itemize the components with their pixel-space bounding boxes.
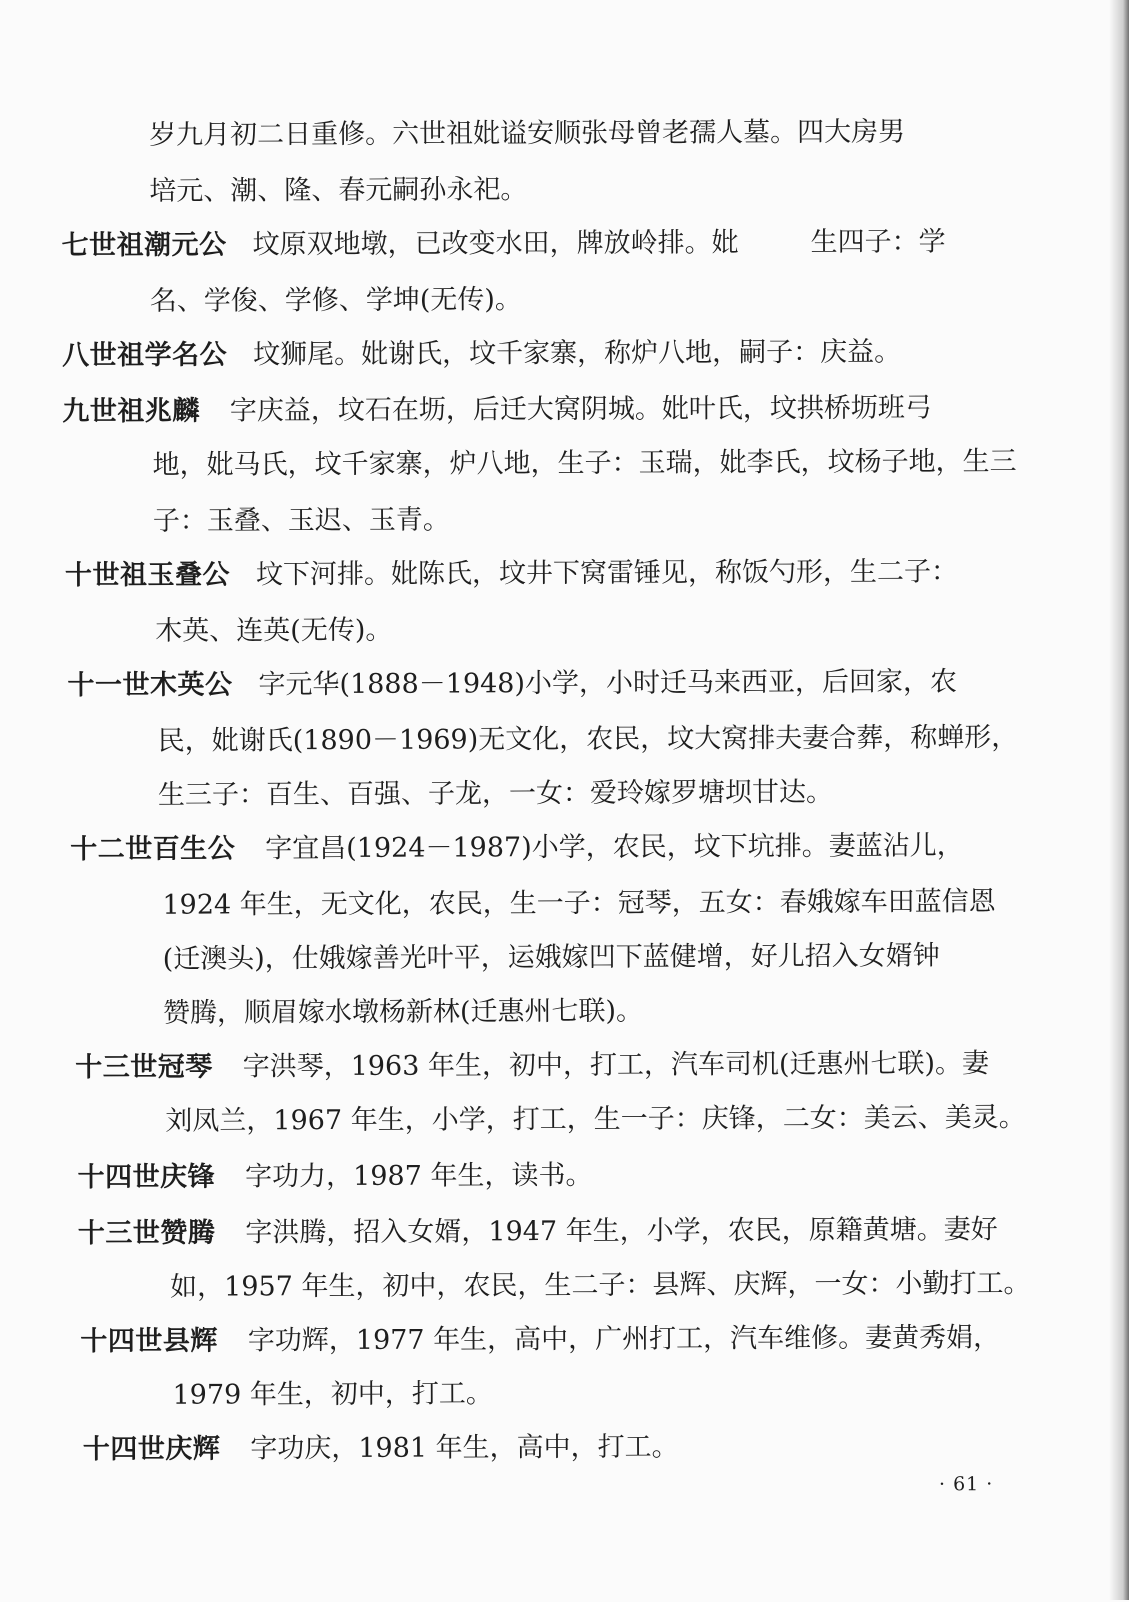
entry-text: 坟原双地墩，已改变水田，牌放岭排。妣 — [252, 227, 739, 261]
genealogy-entry — [75, 1046, 1129, 1087]
entry-text: 坟下河排。妣陈氏，坟井下窝雷锤见，称饭勺形，生二子： — [255, 556, 959, 591]
text-line: 1924 年生，无文化，农民，生一子：冠琴，五女：春娥嫁车田蓝信恩 — [162, 886, 996, 921]
genealogy-entry — [62, 334, 1127, 375]
text-line: 木英、连英(无传)。 — [155, 614, 393, 647]
entry-text: 坟狮尾。妣谢氏，坟千家寨，称炉八地，嗣子：庆益。 — [252, 336, 902, 371]
genealogy-entry — [65, 554, 1128, 595]
entry-title: 十二世百生公 — [70, 833, 236, 866]
entry-text: 字洪琴，1963 年生，初中，打工，汽车司机(迁惠州七联)。妻 — [242, 1048, 990, 1083]
genealogy-entry — [78, 1156, 1129, 1197]
genealogy-entry — [62, 390, 1127, 431]
entry-title: 十世祖玉叠公 — [64, 559, 231, 592]
text-line: 赞腾，顺眉嫁水墩杨新林(迁惠州七联)。 — [162, 995, 644, 1029]
text-line: 子：玉叠、玉迟、玉青。 — [152, 504, 450, 537]
genealogy-entry — [83, 1428, 1129, 1469]
genealogy-entry — [70, 828, 1129, 869]
entry-title: 七世祖潮元公 — [61, 229, 227, 262]
text-line: 岁九月初二日重修。六世祖妣谥安顺张母曾老孺人墓。四大房男 — [149, 116, 906, 151]
text-line: 名、学俊、学修、学坤(无传)。 — [149, 284, 522, 317]
entry-title: 八世祖学名公 — [61, 339, 228, 372]
entry-title: 十四世县辉 — [80, 1325, 218, 1358]
text-line: 刘凤兰，1967 年生，小学，打工，生一子：庆锋，二女：美云、美灵。 — [165, 1101, 1026, 1137]
entry-title: 十一世木英公 — [67, 669, 233, 702]
genealogy-entry — [62, 224, 1127, 265]
entry-text: 字元华(1888－1948)小学，小时迁马来西亚，后回家，农 — [258, 666, 958, 701]
entry-text: 字洪腾，招入女婿，1947 年生，小学，农民，原籍黄塘。妻好 — [245, 1214, 998, 1249]
page-edge-shadow — [1109, 0, 1129, 1600]
text-line: 培元、潮、隆、春元嗣孙永祀。 — [149, 174, 528, 207]
entry-text: 字庆益，坟石在坜，后迁大窝阴城。妣叶氏，坟拱桥坜班弓 — [229, 392, 932, 427]
text-line: 如，1957 年生，初中，农民，生二子：县辉、庆辉，一女：小勤打工。 — [170, 1267, 1031, 1303]
text-line: 1979 年生，初中，打工。 — [172, 1378, 493, 1411]
entry-title: 十三世冠琴 — [75, 1051, 213, 1084]
page-number: · 61 · — [938, 1473, 994, 1496]
genealogy-entry — [78, 1212, 1129, 1253]
genealogy-entry — [80, 1320, 1129, 1361]
text-line: (迁澳头)，仕娥嫁善光叶平，运娥嫁凹下蓝健增，好儿招入女婿钟 — [162, 940, 940, 975]
genealogy-entry — [67, 664, 1128, 705]
text-line: 生三子：百生、百强、子龙，一女：爱玲嫁罗塘坝甘达。 — [157, 776, 834, 811]
entry-title: 十四世庆锋 — [77, 1161, 216, 1194]
entry-text: 字功力，1987 年生，读书。 — [245, 1159, 593, 1193]
entry-title: 十三世赞腾 — [77, 1217, 216, 1250]
entry-text: 生四子：学 — [810, 226, 946, 258]
entry-title: 九世祖兆麟 — [62, 395, 200, 428]
text-line: 地，妣马氏，坟千家寨，炉八地，生子：玉瑞，妣李氏，坟杨子地，生三 — [152, 446, 1017, 481]
entry-text: 字宜昌(1924－1987)小学，农民，坟下坑排。妻蓝沾儿， — [265, 830, 964, 865]
entry-title: 十四世庆辉 — [82, 1433, 221, 1466]
entry-text: 字功辉，1977 年生，高中，广州打工，汽车维修。妻黄秀娟， — [247, 1322, 1001, 1357]
entry-text: 字功庆，1981 年生，高中，打工。 — [250, 1431, 679, 1465]
text-line: 民，妣谢氏(1890－1969)无文化，农民，坟大窝排夫妻合葬，称蝉形， — [157, 722, 1019, 757]
